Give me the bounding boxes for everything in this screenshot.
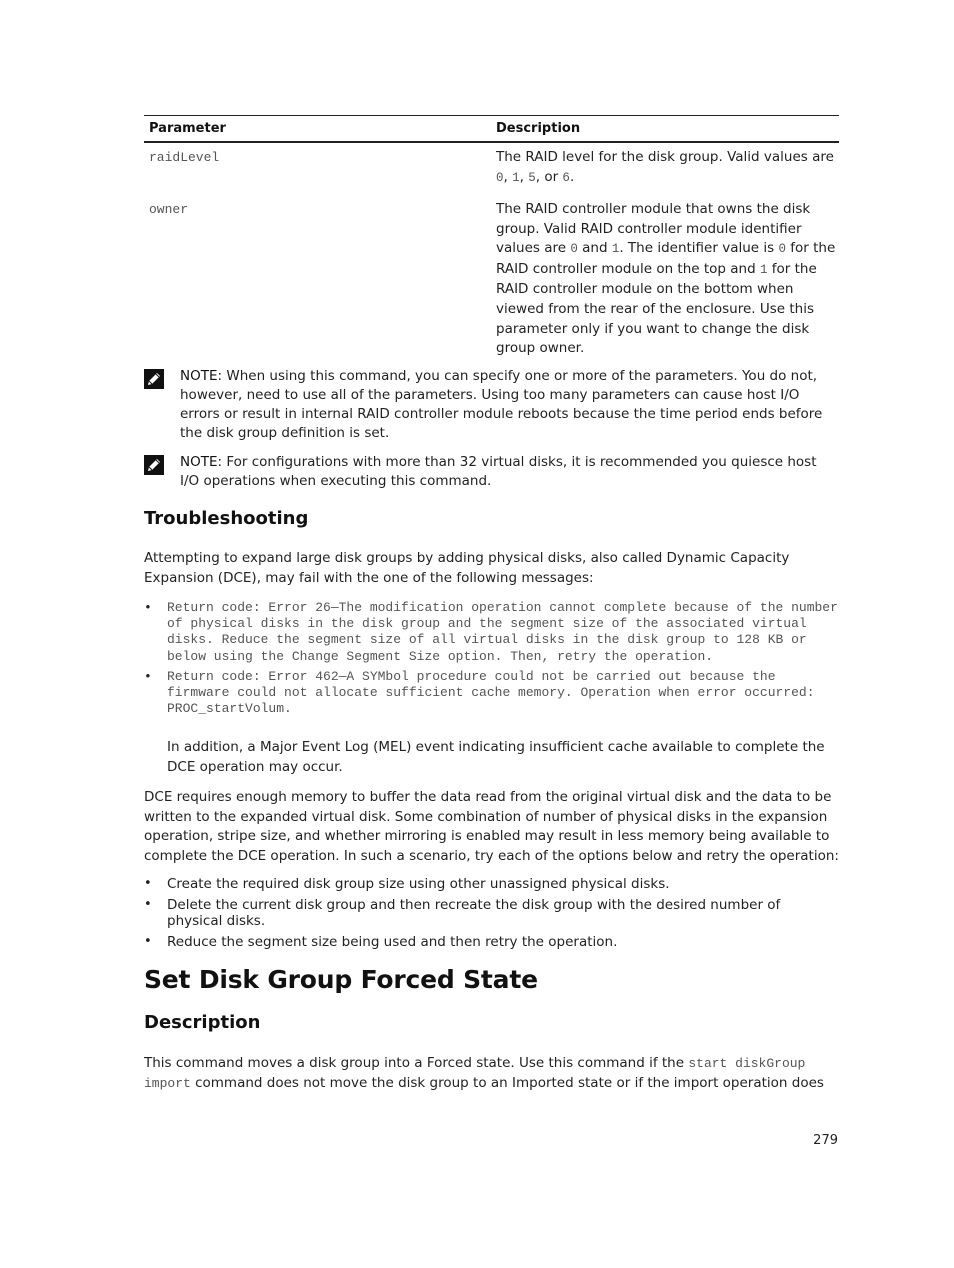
- pencil-note-icon: [144, 453, 180, 491]
- page-number: 279: [813, 1133, 838, 1148]
- error-code-list: [144, 600, 839, 717]
- note-block: [144, 367, 839, 443]
- table-row: [144, 191, 839, 359]
- list-item: • Delete the current disk group and then recreate the disk group with the desired number of physical disks.: [144, 896, 781, 929]
- options-list: [144, 876, 839, 950]
- troubleshooting-intro: Attempting to expand large disk groups by adding physical disks, also called Dynamic Capacity Expansion (DCE), may fail with the one of the following messages:: [144, 550, 790, 586]
- list-item: • Create the required disk group size using other unassigned physical disks.: [144, 876, 670, 892]
- description-heading: Description: [144, 1012, 261, 1033]
- column-header-description: Description: [496, 121, 581, 136]
- troubleshooting-heading: Troubleshooting: [144, 508, 309, 529]
- param-name: owner: [149, 202, 189, 217]
- list-item: • Reduce the segment size being used and then retry the operation.: [144, 933, 618, 950]
- param-description: The RAID level for the disk group. Valid values are 0, 1, 5, or 6.: [496, 149, 834, 185]
- table-row: [144, 143, 839, 191]
- list-item: • Return code: Error 26—The modification operation cannot complete because of the number of physical disks in the disk group and the segment size of the associated virtual disks. Reduce the segment size of all virtual disks in the disk group to 128 KB or below using the Change Segment Size option. Then, retry the operation.: [144, 600, 838, 664]
- column-header-parameter: Parameter: [149, 121, 226, 136]
- section-title: Set Disk Group Forced State: [144, 965, 538, 994]
- description-paragraph: This command moves a disk group into a Forced state. Use this command if the start diskGroup import command does not move the disk group to an Imported state or if the import operation does: [144, 1055, 824, 1091]
- param-description: The RAID controller module that owns the disk group. Valid RAID controller module identifier values are 0 and 1. The identifier value is 0 for the RAID controller module on the top and 1 for the RAID controller module on the bottom when viewed from the rear of the enclosure. Use this parameter only if you want to change the disk group owner.: [496, 201, 836, 357]
- param-name: raidLevel: [149, 150, 220, 165]
- list-item: • Return code: Error 462—A SYMbol procedure could not be carried out because the firmware could not allocate sufficient cache memory. Operation when error occurred: PROC_startVolum.: [144, 668, 815, 717]
- parameter-table: [144, 115, 839, 359]
- table-header: [144, 116, 839, 143]
- note-text: NOTE: For configurations with more than 32 virtual disks, it is recommended you quiesce host I/O operations when executing this command.: [180, 454, 817, 489]
- pencil-note-icon: [144, 367, 180, 443]
- mel-note: In addition, a Major Event Log (MEL) event indicating insufficient cache available to complete the DCE operation may occur.: [167, 739, 825, 775]
- note-text: NOTE: When using this command, you can specify one or more of the parameters. You do not, however, need to use all of the parameters. Using too many parameters can cause host I/O errors or result in internal RAID controller module reboots because the time period ends before the disk group definition is set.: [180, 368, 823, 441]
- note-block: [144, 453, 839, 491]
- dce-paragraph: DCE requires enough memory to buffer the data read from the original virtual disk and the data to be written to the expanded virtual disk. Some combination of number of physical disks in the expansion operation, stripe size, and whether mirroring is enabled may result in less memory being available to complete the DCE operation. In such a scenario, try each of the options below and retry the operation:: [144, 789, 839, 864]
